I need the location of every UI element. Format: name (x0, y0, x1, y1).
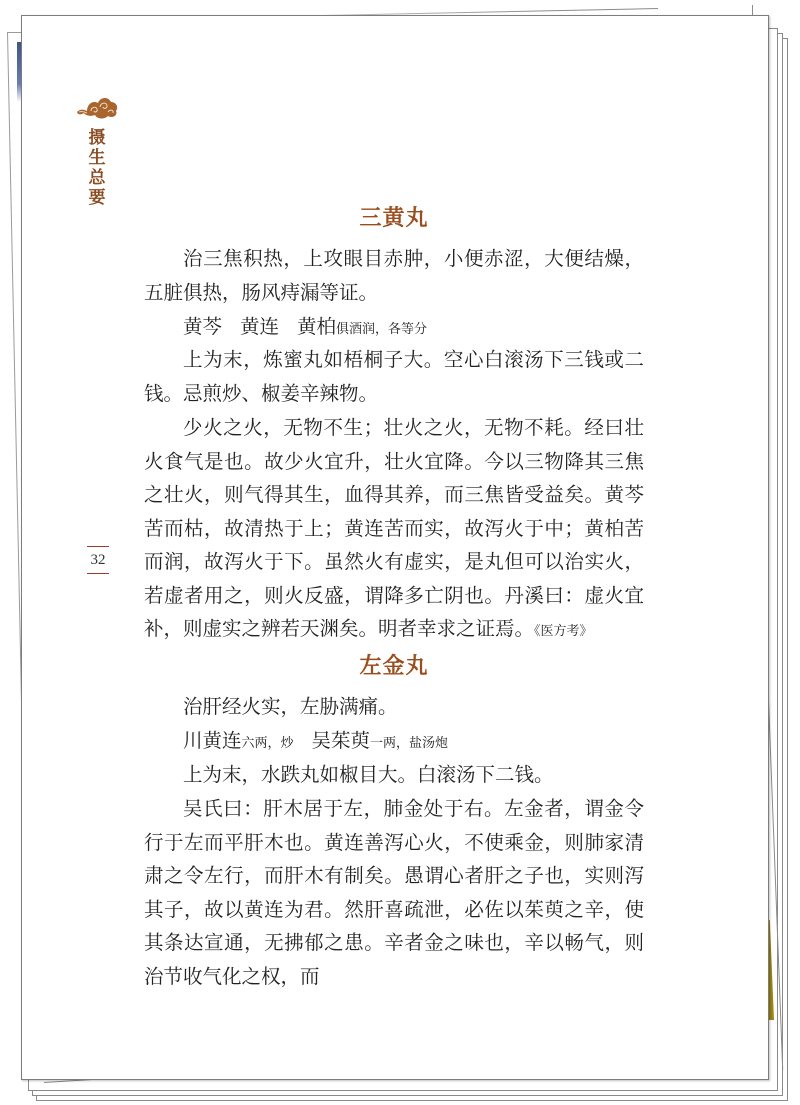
ingredient-name: 黄芩 (183, 315, 223, 338)
running-title-char: 要 (88, 188, 106, 208)
section-title: 三黄丸 (359, 205, 429, 231)
section-title: 左金丸 (359, 653, 429, 679)
source-citation: 《医方考》 (534, 624, 593, 639)
ingredient-name: 黄柏 (297, 315, 337, 338)
running-title (85, 128, 109, 208)
ingredient-name: 黄连 (240, 315, 280, 338)
commentary-text: 少火之火，无物不生；壮火之火，无物不耗。经曰壮火食气是也。故少火宜升，壮火宜降。今以三物降其三焦之壮火，则气得其生，血得其养，而三焦皆受益矣。黄芩苦而枯，故清热于上；黄连苦而实，故泻火于中；黄柏苦而润，故泻火于下。虽然火有虚实，是丸但可以治实火，若虚者用之，则火反盛，谓降多亡阴也。丹溪曰：虚火宜补，则虚实之辨若天渊矣。明者幸求之证焉。 (144, 416, 644, 640)
commentary-paragraph: 吴氏曰：肝木居于左，肺金处于右。左金者，谓金令行于左而平肝木也。黄连善泻心火，不使乘金，则肺家清肃之令左行，而肝木有制矣。愚谓心者肝之子也，实则泻其子，故以黄连为君。然肝喜疏泄，必佐以茱萸之辛，使其条达宣通，无拂郁之患。辛者金之味也，辛以畅气，则治节收气化之权，而 (144, 797, 644, 988)
indication-paragraph: 治肝经火实，左胁满痛。 (183, 695, 398, 718)
page-number-rule-bottom (87, 573, 109, 574)
page-number-rule-top (87, 546, 109, 547)
running-title-char: 摄 (88, 128, 106, 148)
ingredient-name: 川黄连 (183, 729, 242, 752)
running-title-char: 总 (88, 168, 106, 188)
page-number (86, 546, 110, 574)
ingredient-note: 六两，炒 (241, 736, 294, 751)
commentary-paragraph (144, 411, 644, 649)
ingredient-note: 一两，盐汤炮 (370, 736, 449, 751)
preparation-paragraph: 上为末，水跌丸如椒目大。白滚汤下二钱。 (183, 763, 554, 786)
book-page (21, 15, 769, 1080)
ingredient-name: 吴茱萸 (311, 729, 371, 752)
ingredients-line (144, 724, 644, 761)
indication-paragraph: 治三焦积热，上攻眼目赤肿，小便赤涩，大便结燥，五脏俱热，肠风痔漏等证。 (144, 247, 644, 304)
page-number-value: 32 (90, 552, 106, 568)
auspicious-cloud-icon (75, 94, 119, 120)
ingredients-line (144, 310, 644, 347)
preparation-paragraph: 上为末，炼蜜丸如梧桐子大。空心白滚汤下三钱或二钱。忌煎炒、椒姜辛辣物。 (144, 348, 644, 405)
ingredient-note: 俱酒润，各等分 (336, 322, 428, 337)
running-title-char: 生 (88, 148, 106, 168)
